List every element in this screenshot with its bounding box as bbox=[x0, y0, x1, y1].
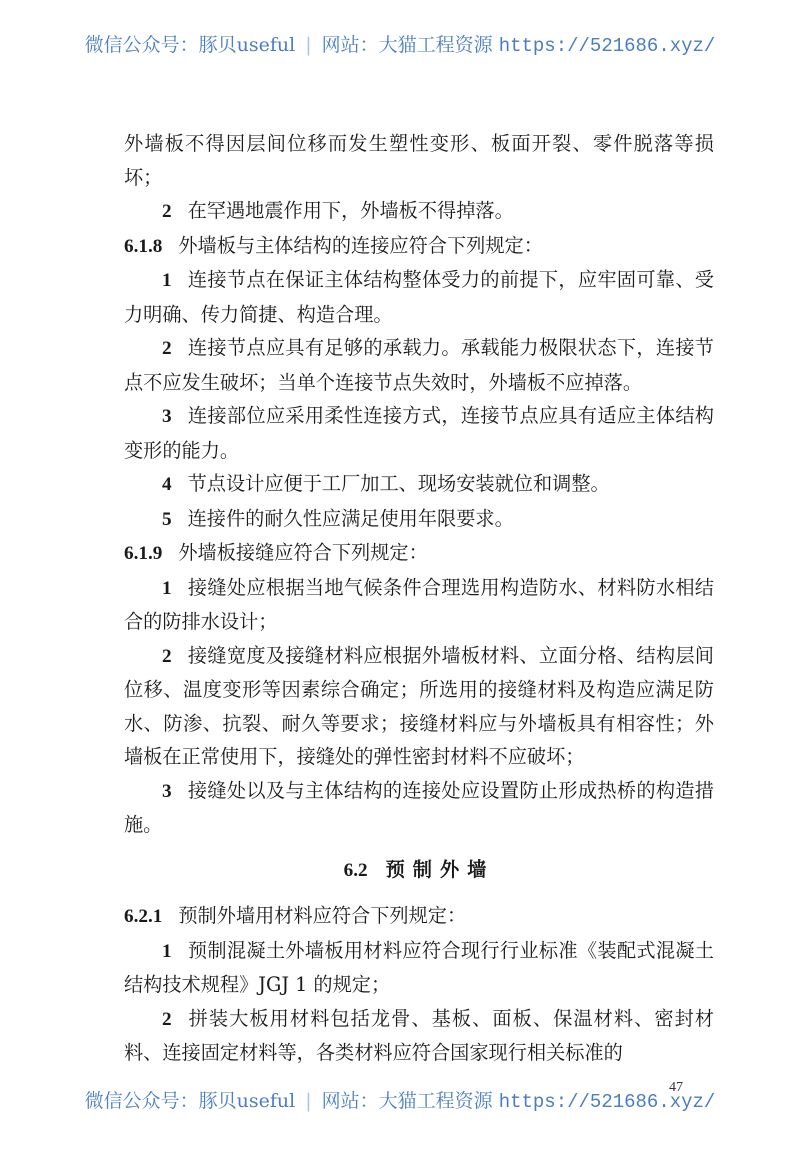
list-item bbox=[124, 571, 714, 639]
item-text: 连接部位应采用柔性连接方式，连接节点应具有适应主体结构变形的能力。 bbox=[124, 404, 714, 462]
item-text: 接缝宽度及接缝材料应根据外墙板材料、立面分格、结构层间位移、温度变形等因素综合确定；所选用的接缝材料及构造应满足防水、防渗、抗裂、耐久等要求；接缝材料应与外墙板具有相容性；外墙板在正常使用下，接缝处的弹性密封材料不应破坏； bbox=[124, 643, 714, 768]
item-number: 1 bbox=[162, 940, 172, 962]
section-number: 6.2 bbox=[343, 859, 368, 881]
page-number: 47 bbox=[669, 1080, 683, 1095]
item-number: 3 bbox=[162, 406, 172, 427]
list-item bbox=[124, 1002, 714, 1070]
clause-heading bbox=[124, 899, 714, 934]
clause-text: 外墙板接缝应符合下列规定： bbox=[178, 541, 428, 564]
clause-text: 预制外墙用材料应符合下列规定： bbox=[178, 904, 467, 927]
watermark-url: https://521686.xyz/ bbox=[498, 35, 716, 57]
watermark-url: https://521686.xyz/ bbox=[498, 1091, 716, 1113]
list-item bbox=[124, 399, 714, 467]
item-text: 连接节点应具有足够的承载力。承载能力极限状态下，连接节点不应发生破坏；当单个连接节点失效时，外墙板不应掉落。 bbox=[124, 336, 714, 394]
item-number: 1 bbox=[162, 577, 172, 599]
item-text: 预制混凝土外墙板用材料应符合现行行业标准《装配式混凝土结构技术规程》JGJ 1 的规定； bbox=[124, 938, 714, 996]
watermark-site-label: 网站：大猫工程资源 bbox=[321, 1090, 493, 1112]
clause-number: 6.1.8 bbox=[124, 235, 163, 257]
item-number: 2 bbox=[162, 645, 172, 667]
clause-text: 外墙板与主体结构的连接应符合下列规定： bbox=[178, 233, 543, 257]
item-number: 2 bbox=[162, 1008, 172, 1030]
section-title bbox=[124, 853, 714, 888]
item-number: 2 bbox=[162, 338, 172, 359]
section-title-text: 预制外墙 bbox=[385, 857, 495, 881]
watermark-site-label: 网站：大猫工程资源 bbox=[321, 34, 493, 56]
watermark-wechat-label: 微信公众号：豚贝useful bbox=[84, 1090, 296, 1112]
watermark-separator: | bbox=[305, 1090, 312, 1112]
list-item bbox=[124, 934, 714, 1002]
item-text: 连接节点在保证主体结构整体受力的前提下，应牢固可靠、受力明确、传力简捷、构造合理。 bbox=[124, 268, 714, 326]
watermark-separator: | bbox=[305, 34, 312, 56]
list-item bbox=[124, 639, 714, 774]
item-text: 拼装大板用材料包括龙骨、基板、面板、保温材料、密封材料、连接固定材料等，各类材料应符合国家现行相关标准的 bbox=[124, 1006, 714, 1064]
list-item bbox=[124, 467, 714, 502]
clause-heading bbox=[124, 536, 714, 571]
item-text: 连接件的耐久性应满足使用年限要求。 bbox=[187, 506, 514, 530]
item-text: 在罕遇地震作用下，外墙板不得掉落。 bbox=[187, 199, 514, 222]
item-text: 节点设计应便于工厂加工、现场安装就位和调整。 bbox=[187, 472, 610, 495]
list-item bbox=[124, 263, 714, 331]
clause-number: 6.2.1 bbox=[124, 906, 163, 927]
document-body bbox=[124, 127, 714, 1070]
list-item bbox=[124, 774, 714, 842]
item-number: 5 bbox=[162, 508, 172, 530]
list-item bbox=[124, 502, 714, 537]
list-item bbox=[124, 331, 714, 399]
watermark-header bbox=[0, 30, 800, 57]
watermark-wechat-label: 微信公众号：豚贝useful bbox=[84, 34, 296, 56]
clause-number: 6.1.9 bbox=[124, 543, 163, 564]
item-text: 接缝处以及与主体结构的连接处应设置防止形成热桥的构造措施。 bbox=[124, 778, 714, 836]
continuation-paragraph: 外墙板不得因层间位移而发生塑性变形、板面开裂、零件脱落等损坏； bbox=[124, 132, 714, 189]
item-number: 3 bbox=[162, 780, 172, 802]
item-number: 2 bbox=[162, 201, 172, 222]
item-number: 4 bbox=[162, 474, 172, 495]
item-number: 1 bbox=[162, 270, 172, 291]
list-item bbox=[124, 194, 714, 229]
item-text: 接缝处应根据当地气候条件合理选用构造防水、材料防水相结合的防排水设计； bbox=[124, 575, 714, 633]
clause-heading bbox=[124, 229, 714, 264]
